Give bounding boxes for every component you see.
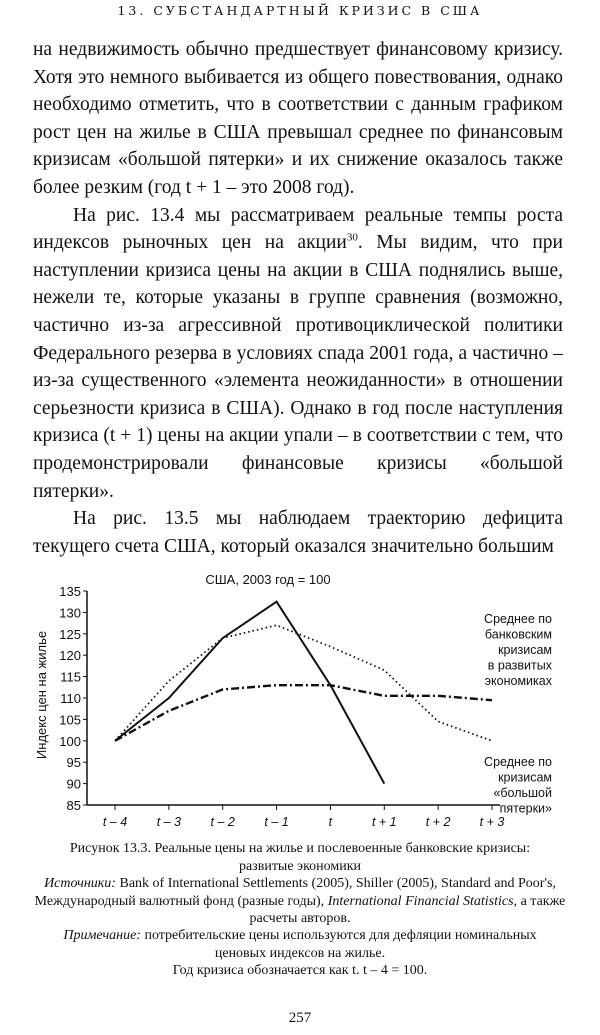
annotation-line: «большой (493, 786, 552, 801)
x-tick-label: t – 1 (264, 815, 289, 830)
sources-ifs: International Financial Statistics (327, 893, 514, 909)
page-number: 257 (288, 1009, 312, 1026)
caption-sources (20, 875, 580, 927)
paragraph: На рис. 13.5 мы наблюдаем траекторию дефицита текущего счета США, который оказался значительно большим (33, 508, 563, 557)
caption-note (20, 927, 580, 962)
y-tick-label: 100 (59, 734, 81, 750)
body-text (33, 36, 563, 560)
y-tick-label: 105 (59, 712, 81, 728)
annotation-line: кризисам (498, 770, 552, 785)
series-line-solid (115, 602, 384, 784)
y-tick-label: 120 (59, 648, 81, 664)
annotation-line: пятерки» (499, 801, 552, 816)
annotation-line: Среднее по (484, 612, 552, 627)
y-tick-label: 130 (59, 605, 81, 621)
footnote-ref[interactable]: 30 (346, 231, 358, 244)
x-tick-label: t – 2 (210, 815, 235, 830)
caption-note-2: Год кризиса обозначается как t. t – 4 = 100. (172, 963, 428, 979)
annotation-line: экономиках (484, 674, 552, 689)
x-tick-label: t – 3 (156, 815, 182, 830)
y-tick-label: 110 (60, 691, 81, 707)
y-tick-label: 85 (66, 798, 81, 814)
paragraph (33, 202, 563, 506)
running-header: 13. СУБСТАНДАРТНЫЙ КРИЗИС В США (117, 3, 483, 18)
note-text: потребительские цены используются для дефляции номинальных ценовых индексов на жилье. (140, 928, 537, 961)
x-tick-label: t + 1 (371, 815, 397, 830)
sources-label: Источники: (44, 876, 116, 892)
annotation-line: в развитых (487, 658, 552, 673)
x-tick-label: t + 3 (479, 815, 505, 830)
paragraph: на недвижимость обычно предшествует финансовому кризису. Хотя это немного выбивается из общего повествования, однако необходимо отметить, что в соответствии с данным графиком рост цен на жилье в США превышал среднее по финансовым кризисам «большой пятерки» и их снижение оказалось также более резким (год t + 1 – это 2008 год). (33, 39, 563, 198)
x-tick-label: t (328, 815, 333, 830)
y-tick-label: 90 (66, 776, 81, 792)
x-tick-label: t + 2 (425, 815, 451, 830)
y-axis-label: Индекс цен на жилье (34, 631, 49, 760)
line-chart (0, 568, 600, 838)
annotation-line: кризисам (498, 643, 552, 658)
paragraph-text: На рис. 13.4 мы рассматриваем реальные темпы роста индексов рыночных цен на акции (33, 204, 563, 254)
annotation-line: банковским (484, 627, 552, 642)
sources-text: , а также расчеты авторов. (249, 893, 566, 926)
x-tick-label: t – 4 (102, 815, 128, 830)
chart-title: США, 2003 год = 100 (205, 572, 331, 588)
annotation-line: Среднее по (484, 755, 552, 770)
y-tick-label: 135 (59, 584, 81, 600)
y-tick-label: 95 (66, 755, 81, 771)
y-tick-label: 125 (59, 627, 81, 643)
sources-text: Bank of International Settlements (2005), Shiller (2005), Standard and Poor's, Международный валютный фонд (разные годы), (34, 876, 556, 909)
paragraph-text: . Мы видим, что при наступлении кризиса цены на акции в США поднялись выше, нежели те, которые указаны в группе сравнения (возможно, частично из-за агрессивной противоциклической политики Федерального резерва в условиях спада 2001 года, а частично – из-за существенного «элемента неожиданности» в отношении серьезности кризиса в США). Однако в год после наступления кризиса (t + 1) цены на акции упали – в соответствии с тем, что продемонстрировали финансовые кризисы «большой пятерки». (33, 232, 563, 502)
note-label: Примечание: (63, 928, 141, 944)
series-line-dashdot (115, 685, 492, 741)
y-tick-label: 115 (60, 669, 81, 685)
figure-caption (20, 840, 580, 979)
caption-title: Рисунок 13.3. Реальные цены на жилье и послевоенные банковские кризисы: развитые экономики (69, 841, 531, 874)
